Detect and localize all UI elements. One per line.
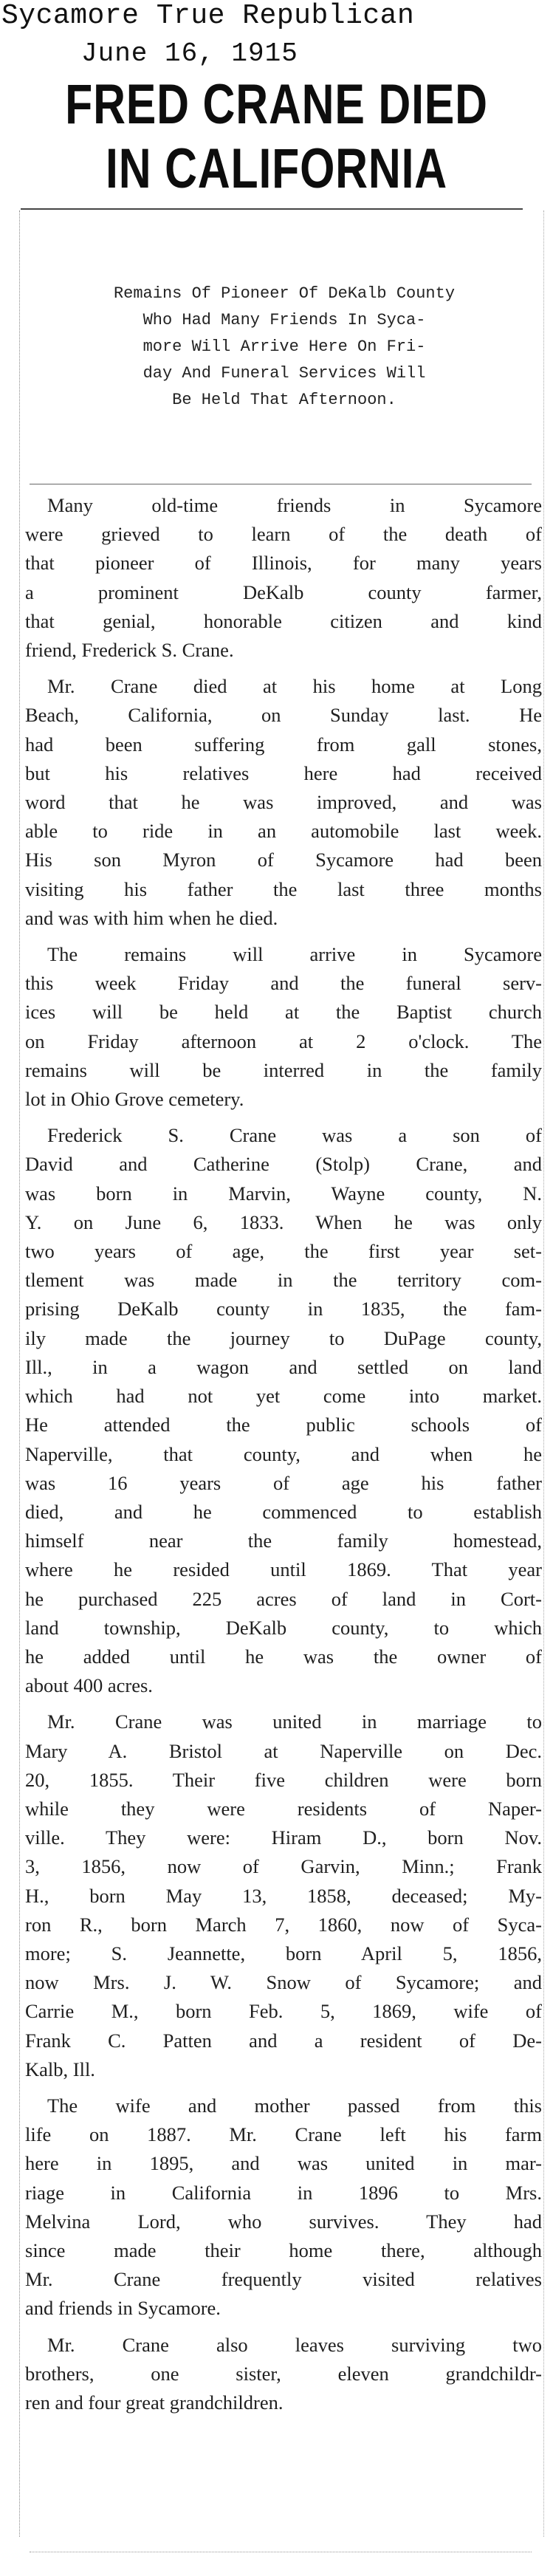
article-line: lot in Ohio Grove cemetery.: [25, 1088, 244, 1111]
article-line: that pioneer of Illinois, for many years: [25, 552, 542, 575]
deck-line: Remains Of Pioneer Of DeKalb County: [113, 284, 456, 303]
paragraph-gap: [25, 933, 542, 940]
article-body: [25, 491, 542, 2417]
subheadline-deck: [44, 281, 524, 414]
article-line: H., born May 13, 1858, deceased; My-: [25, 1884, 542, 1907]
article-paragraph: [25, 940, 542, 1114]
article-line: and was with him when he died.: [25, 906, 278, 929]
column-left-edge: [19, 210, 20, 2537]
article-line: The remains will arrive in Sycamore: [47, 943, 542, 966]
article-line: Mr. Crane died at his home at Long: [47, 675, 542, 698]
deck-line: Be Held That Afternoon.: [172, 391, 396, 409]
article-line: now Mrs. J. W. Snow of Sycamore; and: [25, 1971, 542, 1994]
article-line: The wife and mother passed from this: [47, 2094, 542, 2117]
headline-line-2: IN CALIFORNIA: [106, 137, 447, 200]
article-paragraph: [25, 2331, 542, 2418]
article-line: Melvina Lord, who survives. They had: [25, 2210, 542, 2233]
article-line: ily made the journey to DuPage county,: [25, 1326, 542, 1349]
article-line: David and Catherine (Stolp) Crane, and: [25, 1153, 542, 1176]
article-line: more; S. Jeannette, born April 5, 1856,: [25, 1942, 542, 1964]
paragraph-gap: [25, 2084, 542, 2092]
paragraph-gap: [25, 1700, 542, 1707]
article-line: which had not yet come into market.: [25, 1385, 542, 1408]
article-line: he added until he was the owner of: [25, 1645, 542, 1668]
article-line: life on 1887. Mr. Crane left his farm: [25, 2123, 542, 2146]
top-rule: [21, 208, 523, 210]
article-paragraph: [25, 1121, 542, 1700]
article-line: Mr. Crane also leaves surviving two: [47, 2333, 542, 2356]
article-line: Y. on June 6, 1833. When he was only: [25, 1210, 542, 1233]
paragraph-gap: [25, 1114, 542, 1121]
article-line: Ill., in a wagon and settled on land: [25, 1355, 542, 1378]
deck-line: Who Had Many Friends In Syca-: [142, 311, 426, 329]
article-line: where he resided until 1869. That year: [25, 1558, 542, 1581]
deck-line: more Will Arrive Here On Fri-: [142, 338, 426, 356]
article-line: word that he was improved, and was: [25, 791, 542, 814]
article-line: Frederick S. Crane was a son of: [47, 1124, 542, 1147]
article-line: two years of age, the first year set-: [25, 1240, 542, 1263]
deck-line: day And Funeral Services Will: [142, 364, 426, 383]
article-paragraph: [25, 672, 542, 933]
article-line: was 16 years of age his father: [25, 1471, 542, 1494]
article-line: Beach, California, on Sunday last. He: [25, 704, 542, 727]
article-line: Naperville, that county, and when he: [25, 1442, 542, 1465]
article-line: were grieved to learn of the death of: [25, 523, 542, 546]
article-paragraph: [25, 491, 542, 665]
article-line: Carrie M., born Feb. 5, 1869, wife of: [25, 2000, 542, 2023]
article-line: ron R., born March 7, 1860, now of Syca-: [25, 1913, 542, 1936]
article-line: Many old-time friends in Sycamore: [47, 494, 542, 516]
article-line: riage in California in 1896 to Mrs.: [25, 2181, 542, 2204]
article-line: friend, Frederick S. Crane.: [25, 639, 234, 662]
article-line: Mr. Crane was united in marriage to: [47, 1710, 542, 1733]
article-line: was born in Marvin, Wayne county, N.: [25, 1182, 542, 1205]
article-line: 3, 1856, now of Garvin, Minn.; Frank: [25, 1855, 542, 1878]
article-line: since made their home there, although: [25, 2238, 542, 2261]
article-line: this week Friday and the funeral serv-: [25, 972, 542, 995]
article-line: here in 1895, and was united in mar-: [25, 2152, 542, 2175]
column-right-edge: [543, 210, 544, 2537]
article-line: Mary A. Bristol at Naperville on Dec.: [25, 1739, 542, 1762]
article-line: himself near the family homestead,: [25, 1530, 542, 1552]
publication-date: June 16, 1915: [81, 38, 298, 69]
article-line: while they were residents of Naper-: [25, 1797, 542, 1820]
article-line: Mr. Crane frequently visited relatives: [25, 2268, 542, 2291]
paragraph-gap: [25, 665, 542, 672]
article-line: His son Myron of Sycamore had been: [25, 849, 542, 871]
article-paragraph: [25, 2092, 542, 2323]
article-line: had been suffering from gall stones,: [25, 733, 542, 756]
article-line: about 400 acres.: [25, 1674, 153, 1697]
article-line: ville. They were: Hiram D., born Nov.: [25, 1826, 542, 1849]
article-line: able to ride in an automobile last week.: [25, 820, 542, 843]
article-line: prising DeKalb county in 1835, the fam-: [25, 1298, 542, 1320]
article-line: Kalb, Ill.: [25, 2058, 95, 2080]
article-line: he purchased 225 acres of land in Cort-: [25, 1587, 542, 1610]
article-line: died, and he commenced to establish: [25, 1500, 542, 1523]
headline-line-1: FRED CRANE DIED: [65, 73, 488, 136]
article-line: that genial, honorable citizen and kind: [25, 609, 542, 632]
article-line: ices will be held at the Baptist church: [25, 1001, 542, 1024]
newspaper-name: Sycamore True Republican: [1, 0, 415, 32]
article-paragraph: [25, 1707, 542, 2084]
article-line: He attended the public schools of: [25, 1414, 542, 1436]
article-line: land township, DeKalb county, to which: [25, 1616, 542, 1639]
paragraph-gap: [25, 2323, 542, 2331]
article-line: tlement was made in the territory com-: [25, 1269, 542, 1292]
article-line: ren and four great grandchildren.: [25, 2391, 284, 2414]
article-line: remains will be interred in the family: [25, 1058, 542, 1081]
article-line: visiting his father the last three months: [25, 877, 542, 900]
article-line: and friends in Sycamore.: [25, 2297, 221, 2320]
article-line: brothers, one sister, eleven grandchildr-: [25, 2362, 542, 2385]
article-line: a prominent DeKalb county farmer,: [25, 580, 542, 603]
article-line: on Friday afternoon at 2 o'clock. The: [25, 1030, 542, 1052]
article-line: 20, 1855. Their five children were born: [25, 1768, 542, 1791]
article-line: but his relatives here had received: [25, 761, 542, 784]
article-line: Frank C. Patten and a resident of De-: [25, 2029, 542, 2052]
